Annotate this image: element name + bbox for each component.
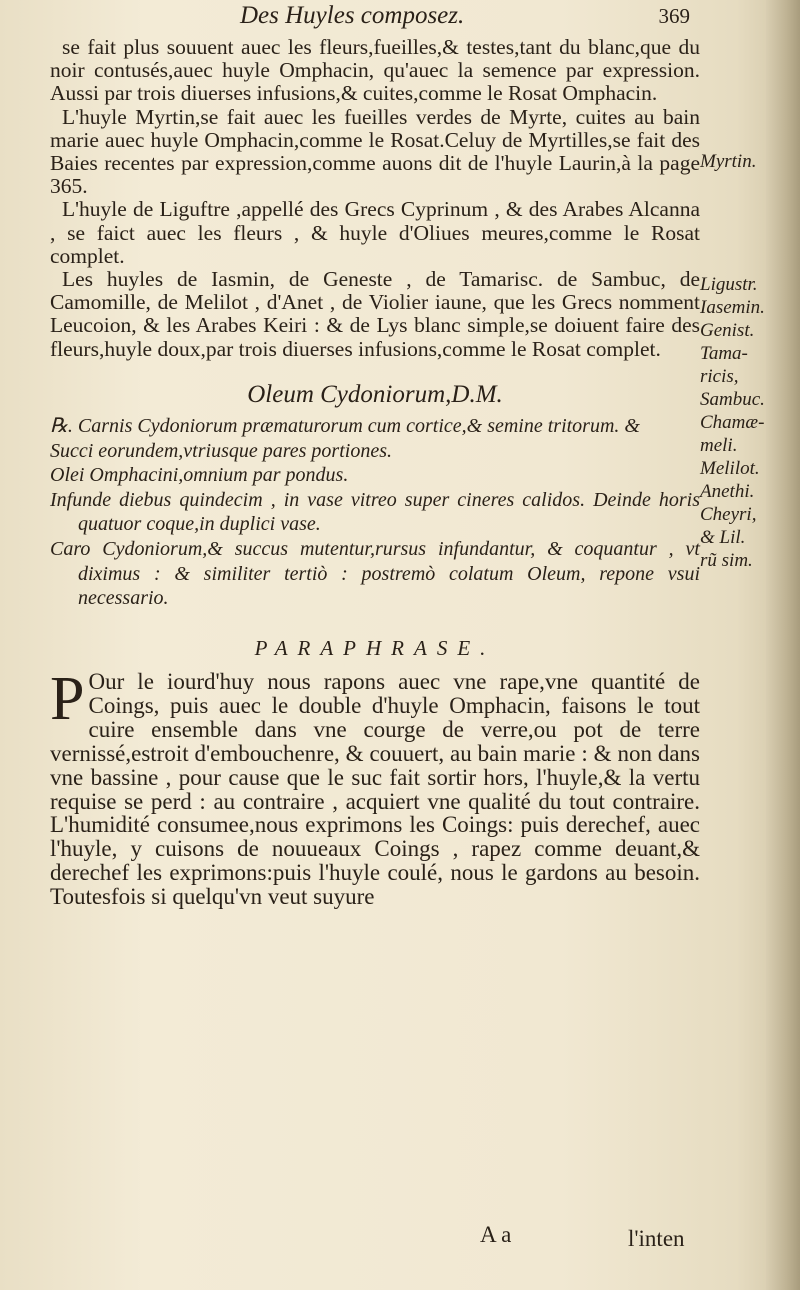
margin-note: Ligustr. [700, 274, 758, 295]
margin-note: ricis, [700, 366, 739, 387]
formula-title: Oleum Cydoniorum,D.M. [247, 380, 503, 408]
recipe-line: Infunde diebus quindecim , in vase vitreo super cineres calidos. Deinde horis quatuor coque,in duplici vase. [50, 488, 700, 536]
page-header [40, 0, 720, 34]
margin-note: Iasemin. [700, 297, 765, 318]
margin-note: Tama- [700, 343, 748, 364]
margin-note: Sambuc. [700, 389, 765, 410]
recipe-line: Olei Omphacini,omnium par pondus. [50, 464, 349, 487]
main-text [50, 36, 700, 909]
signature-mark: A a [480, 1222, 512, 1247]
paragraph: L'huyle de Liguftre ,appellé des Grecs Cyprinum , & des Arabes Alcanna , se faict auec les fleurs , & huyle d'Oliues meures,comme le Rosat complet. [50, 197, 700, 268]
drop-cap: P [50, 665, 85, 733]
section-title: PARAPHRASE. [254, 635, 496, 660]
margin-note: Anethi. [700, 481, 755, 502]
paraphrase-text: Our le iourd'huy nous rapons auec vne rape,vne quantité de Coings, puis auec le double d'huyle Omphacin, faisons le tout cuire ensemble dans vne courge de verre,ou pot de terre vernissé,estroit d'embouchenre, & couuert, au bain marie : & non dans vne bassine , pour cause que le suc fait sortir hors, l'huyle,& la vertu requise se perd : au contraire , acquiert vne qualité du tout contraire. L'humidité consumee,nous exprimons les Coings: puis derechef, auec l'huyle, y cuisons de nouueaux Coings , rapez comme deuant,& derechef les exprimons:puis l'huyle coulé, nous le gardons au besoin. Toutesfois si quelqu'vn veut suyure [50, 669, 700, 910]
recipe-block [50, 414, 700, 611]
recipe-line: Caro Cydoniorum,& succus mutentur,rursus infundantur, & coquantur , vt diximus : & similiter tertiò : postremò colatum Oleum, repone vsui necessario. [50, 538, 700, 610]
margin-note: rũ sim. [700, 550, 753, 571]
margin-note: Myrtin. [700, 151, 757, 172]
running-head: Des Huyles composez. [240, 2, 465, 29]
margin-note: Chamæ- [700, 412, 765, 433]
margin-note: Cheyri, [700, 504, 757, 525]
margin-note: meli. [700, 435, 738, 456]
page-number: 369 [658, 4, 690, 28]
paragraph: se fait plus souuent auec les fleurs,fueilles,& testes,tant du blanc,que du noir contusés,auec huyle Omphacin, qu'auec la semence par expression. Aussi par trois diuerses infusions,& cuites,comme le Rosat Omphacin. [50, 35, 700, 106]
margin-note: & Lil. [700, 527, 746, 548]
margin-notes [700, 150, 770, 572]
recipe-line: ℞. Carnis Cydoniorum præmaturorum cum cortice,& semine tritorum. & [50, 415, 640, 438]
margin-note: Melilot. [700, 458, 760, 479]
paragraph: L'huyle Myrtin,se fait auec les fueilles verdes de Myrte, cuites au bain marie auec huyle Omphacin,comme le Rosat.Celuy de Myrtilles,se fait des Baies recentes par expression,comme auons dit de l'huyle Laurin,à la page 365. [50, 104, 700, 199]
margin-note: Genist. [700, 320, 755, 341]
page-gutter [766, 0, 800, 1290]
catchword: l'inten [628, 1226, 685, 1251]
recipe-line: Succi eorundem,vtriusque pares portiones. [50, 439, 392, 462]
paraphrase-paragraph [50, 665, 700, 910]
paragraph: Les huyles de Iasmin, de Geneste , de Tamarisc. de Sambuc, de Camomille, de Melilot , d'Anet , de Violier iaune, que les Grecs nomment Leucoion, & les Arabes Keiri : & de Lys blanc simple,se doiuent faire des fleurs,huyle doux,par trois diuerses infusions,comme le Rosat complet. [50, 267, 700, 361]
